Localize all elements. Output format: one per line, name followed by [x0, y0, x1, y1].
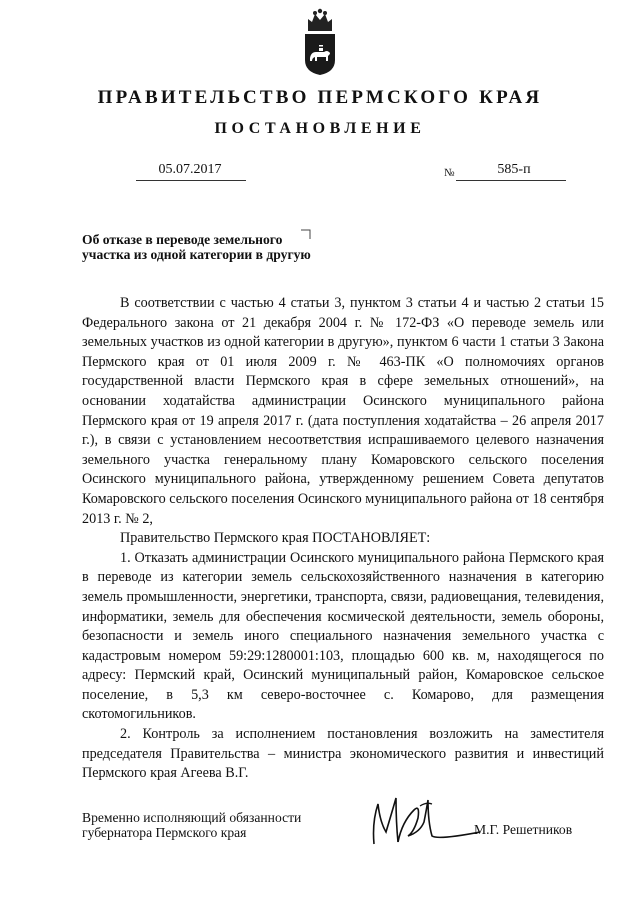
signatory-title [82, 810, 301, 840]
clause-2-paragraph: 2. Контроль за исполнением постановления возложить на заместителя председателя Правительства – министра экономического развития и инвестиций Пермского края Агеева В.Г. [82, 726, 604, 782]
clause-1-paragraph: 1. Отказать администрации Осинского муниципального района Пермского края в переводе из категории земель сельскохозяйственного назначения в категорию земель промышленности, энергетики, транспорта, связи, радиовещания, телевидения, информатики, земель для обеспечения космической деятельности, земель обороны, безопасности и земель иного специального назначения земельного участка с кадастровым номером 59:29:1280001:103, площадью 600 кв. м, находящегося по адресу: Пермский край, Осинский муниципальный район, Комаровское сельское поселение, в 5,3 км северо-восточнее с. Комарово, для размещения скотомогильников. [82, 549, 604, 723]
subject-line-1: Об отказе в переводе земельного [82, 232, 283, 247]
number-underline [456, 180, 566, 181]
document-date: 05.07.2017 [158, 162, 222, 177]
document-number: 585-п [497, 162, 531, 177]
corner-bracket-icon [300, 229, 312, 241]
resolution-paragraph: Правительство Пермского края ПОСТАНОВЛЯЕТ: [120, 530, 431, 547]
document-body [82, 294, 604, 784]
preamble-paragraph: В соответствии с частью 4 статьи 3, пунктом 3 статьи 4 и частью 2 статьи 15 Федерального закона от 21 декабря 2004 г. № 172-ФЗ «О переводе земель или земельных участков из одной категории в другую», пунктом 6 части 1 статьи 3 Закона Пермского края от 01 июля 2009 г. № 463-ПК «О полномочиях органов государственной власти Пермского края в сфере земельных отношений», на основании ходатайства администрации Осинского муниципального района Пермского края от 19 апреля 2017 г. (дата поступления ходатайства – 26 апреля 2017 г.), в связи с установлением несоответствия испрашиваемого целевого назначения земельного участка генеральному плану Комаровского сельского поселения Осинского муниципального района, утвержденному решением Совета депутатов Комаровского сельского поселения Осинского муниципального района от 18 сентября 2013 г. № 2, [82, 295, 604, 527]
coat-of-arms-icon [303, 8, 337, 76]
date-underline [136, 180, 246, 181]
subject-line-2: участка из одной категории в другую [82, 247, 311, 262]
organization-title: ПРАВИТЕЛЬСТВО ПЕРМСКОГО КРАЯ [97, 87, 543, 108]
document-type: ПОСТАНОВЛЕНИЕ [214, 120, 426, 137]
number-sign: № [444, 167, 455, 179]
signatory-title-line-1: Временно исполняющий обязанности [82, 810, 302, 825]
document-subject [82, 232, 311, 262]
handwritten-signature-icon [362, 792, 480, 854]
signatory-name: М.Г. Решетников [474, 822, 573, 837]
signatory-title-line-2: губернатора Пермского края [82, 825, 247, 840]
